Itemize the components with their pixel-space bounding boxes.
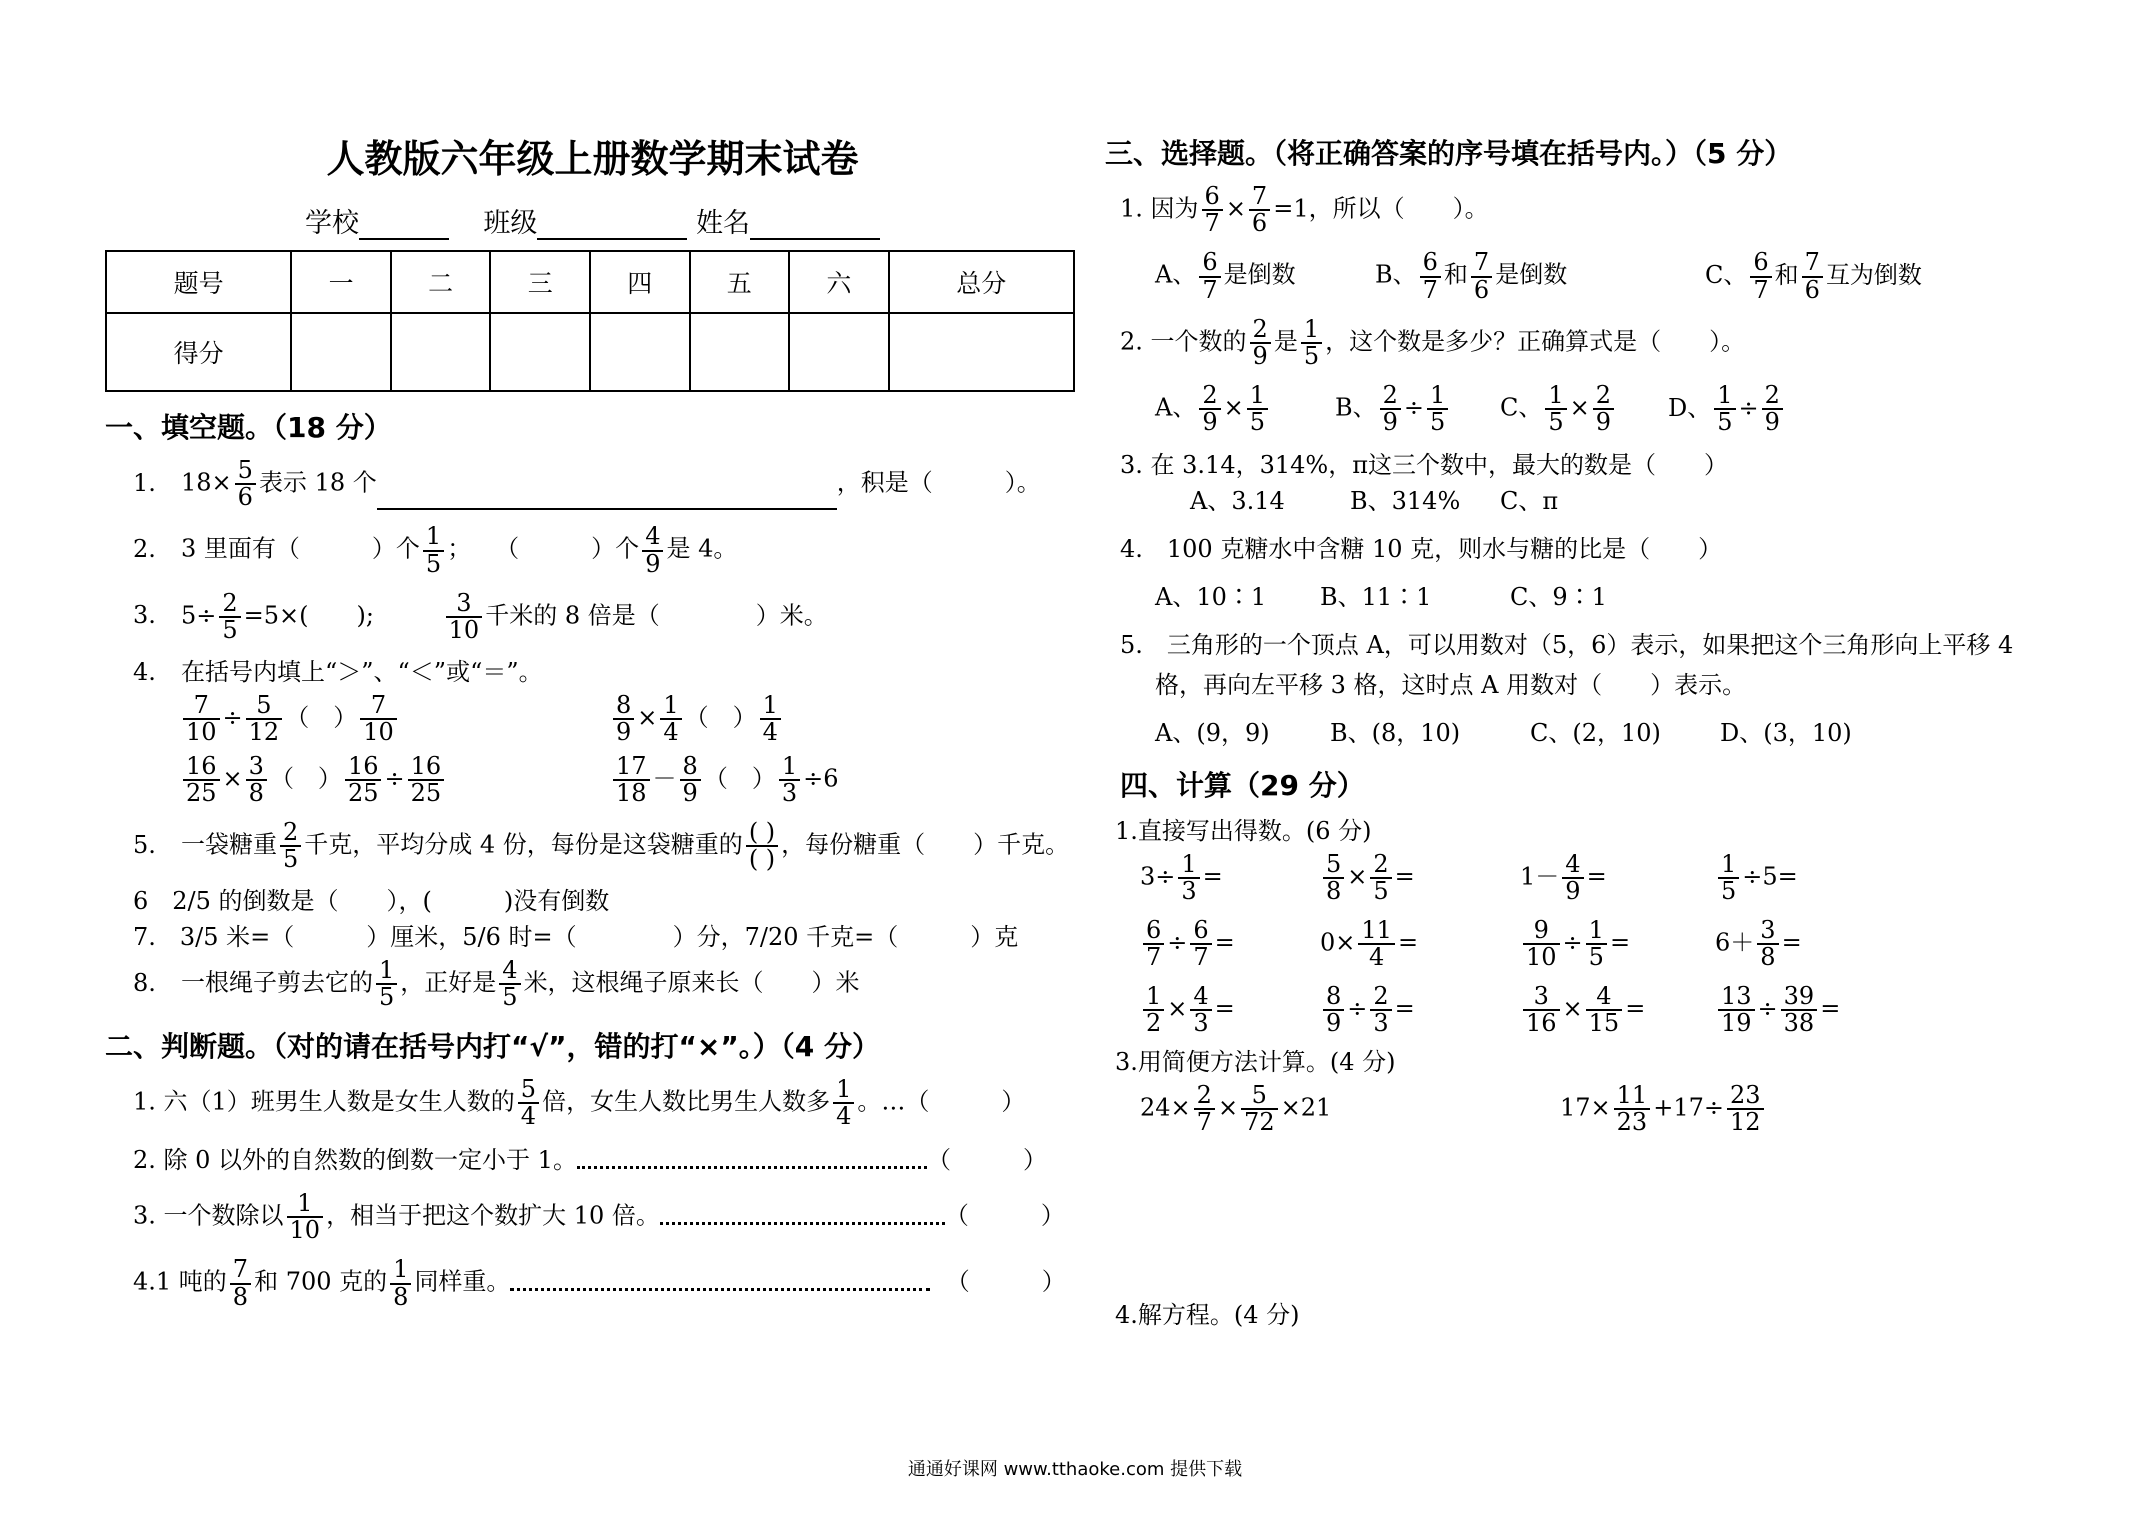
s2-question-2: 2. 除 0 以外的自然数的倒数一定小于 1。 （ ） xyxy=(133,1146,1047,1174)
fraction: $\frac{8}{9}$ xyxy=(680,754,701,806)
student-info xyxy=(105,201,1080,240)
calc-item: $\frac{8}{9}$ ÷ $\frac{2}{3}$ = xyxy=(1320,984,1520,1036)
section-4-title: 四、计算（29 分） xyxy=(1120,768,1365,802)
score-header: 一 xyxy=(291,251,391,313)
fraction: $\frac{1}{5}$ xyxy=(1545,383,1566,435)
fraction: $\frac{2}{9}$ xyxy=(1593,383,1614,435)
fraction: $\frac{6}{7}$ xyxy=(1143,918,1164,970)
option-a[interactable]: A、 $\frac{6}{7}$ 是倒数 xyxy=(1155,248,1296,304)
class-blank[interactable] xyxy=(537,212,687,240)
fraction: $\frac{2}{9}$ xyxy=(1380,383,1401,435)
fraction: $\frac{11}{23}$ xyxy=(1614,1083,1651,1135)
s3-question-4: 4. 100 克糖水中含糖 10 克，则水与糖的比是（ ） xyxy=(1120,534,1723,563)
s1-question-7: 7. 3/5 米=（ ）厘米，5/6 时=（ ）分，7/20 千克=（ ）克 xyxy=(133,923,1019,952)
fraction: $\frac{2}{9}$ xyxy=(1762,383,1783,435)
calc-item: 0× $\frac{11}{4}$ = xyxy=(1320,915,1419,972)
s4-sub4-title: 4.解方程。(4 分) xyxy=(1115,1301,1300,1329)
left-column xyxy=(105,120,1080,1324)
class-label: 班级 xyxy=(483,208,538,239)
option-d[interactable]: D、(3，10) xyxy=(1720,718,1852,747)
option-c[interactable]: C、 $\frac{6}{7}$ 和 $\frac{7}{6}$ 互为倒数 xyxy=(1705,248,1922,304)
calc-item: $\frac{3}{16}$ × $\frac{4}{15}$ = xyxy=(1520,984,1715,1036)
s1-question-3: 3. 5÷ $\frac{2}{5}$ =5×( ); $\frac{3}{10}$ 千米的 8 倍是（ ）米。 xyxy=(133,588,828,644)
s3-q3-options xyxy=(1190,486,2105,516)
fraction: $\frac{1}{5}$ xyxy=(1586,918,1607,970)
score-cell[interactable] xyxy=(590,313,690,391)
s3-question-3: 3. 在 3.14，314%，π这三个数中，最大的数是（ ） xyxy=(1120,450,1728,479)
fraction: $\frac{6}{7}$ xyxy=(1199,250,1220,302)
score-row-label: 得分 xyxy=(106,313,291,391)
option-b[interactable]: B、(8，10) xyxy=(1330,718,1461,747)
school-label: 学校 xyxy=(305,208,360,239)
score-header: 五 xyxy=(690,251,790,313)
fraction: $\frac{5}{4}$ xyxy=(518,1077,539,1129)
fraction: $\frac{1}{5}$ xyxy=(1427,383,1448,435)
score-cell[interactable] xyxy=(291,313,391,391)
calc-item: $\frac{1}{5}$ ÷5= xyxy=(1715,852,1915,904)
calc-item: 3÷ $\frac{1}{3}$ = xyxy=(1140,849,1223,905)
comparison-item: $\frac{7}{10}$ ÷ $\frac{5}{12}$ （ ） $\frac{7}{10}$ xyxy=(180,693,610,745)
option-a[interactable]: A、3.14 xyxy=(1190,486,1285,515)
fraction: $\frac{1}{5}$ xyxy=(1714,383,1735,435)
fraction: $\frac{2}{5}$ xyxy=(219,591,240,643)
fraction: $\frac{7}{6}$ xyxy=(1471,250,1492,302)
score-header: 四 xyxy=(590,251,690,313)
calc-item: $\frac{5}{8}$ × $\frac{2}{5}$ = xyxy=(1320,852,1520,904)
option-c[interactable]: C、9∶1 xyxy=(1510,582,1607,611)
fraction[interactable]: $\frac{( )}{( )}$ xyxy=(746,820,778,872)
score-header: 六 xyxy=(789,251,889,313)
fraction: $\frac{16}{25}$ xyxy=(345,754,382,806)
fraction: $\frac{1}{10}$ xyxy=(287,1191,324,1243)
fraction: $\frac{4}{3}$ xyxy=(1190,984,1211,1036)
s1-question-6: 6 2/5 的倒数是（ ），( )没有倒数 xyxy=(133,887,610,916)
comparison-grid xyxy=(180,693,1080,806)
fraction: $\frac{7}{6}$ xyxy=(1249,184,1270,236)
fraction: $\frac{16}{25}$ xyxy=(408,754,445,806)
fraction: $\frac{2}{9}$ xyxy=(1250,317,1271,369)
s2-question-3: 3. 一个数除以 $\frac{1}{10}$ ，相当于把这个数扩大 10 倍。 （ ） xyxy=(133,1189,1065,1245)
s2-question-4: 4.1 吨的 $\frac{7}{8}$ 和 700 克的 $\frac{1}{8}$ 同样重。 （ ） xyxy=(133,1255,1066,1311)
score-cell[interactable] xyxy=(490,313,590,391)
direct-calc-grid xyxy=(1140,849,2105,1038)
comparison-item: $\frac{16}{25}$ × $\frac{3}{8}$ （ ） $\frac{16}{25}$ ÷ $\frac{16}{25}$ xyxy=(180,754,610,806)
s1-question-8: 8. 一根绳子剪去它的 $\frac{1}{5}$ ，正好是 $\frac{4}{5}$ 米，这根绳子原来长（ ）米 xyxy=(133,956,860,1012)
option-b[interactable]: B、314% xyxy=(1350,486,1461,515)
fraction: $\frac{16}{25}$ xyxy=(183,754,220,806)
fraction: $\frac{3}{8}$ xyxy=(246,754,267,806)
fraction: $\frac{3}{10}$ xyxy=(446,591,483,643)
fraction: $\frac{1}{2}$ xyxy=(1143,984,1164,1036)
fraction: $\frac{1}{4}$ xyxy=(660,693,681,745)
fraction: $\frac{1}{5}$ xyxy=(1301,317,1322,369)
s3-q2-options xyxy=(1155,383,2105,435)
score-cell[interactable] xyxy=(789,313,889,391)
fraction: $\frac{2}{5}$ xyxy=(1370,852,1391,904)
fraction: $\frac{2}{3}$ xyxy=(1370,984,1391,1036)
s3-question-1: 1. 因为 $\frac{6}{7}$ × $\frac{7}{6}$ =1，所以（ ）。 xyxy=(1120,182,1489,238)
name-blank[interactable] xyxy=(750,212,880,240)
fraction: $\frac{6}{7}$ xyxy=(1420,250,1441,302)
fraction: $\frac{1}{5}$ xyxy=(1247,383,1268,435)
fraction: $\frac{8}{9}$ xyxy=(1323,984,1344,1036)
fraction: $\frac{5}{6}$ xyxy=(235,458,256,510)
fraction: $\frac{23}{12}$ xyxy=(1727,1083,1764,1135)
fraction: $\frac{1}{4}$ xyxy=(833,1077,854,1129)
fraction: $\frac{11}{4}$ xyxy=(1358,918,1395,970)
calc-item: $\frac{6}{7}$ ÷ $\frac{6}{7}$ = xyxy=(1140,918,1320,970)
score-table xyxy=(105,250,1075,392)
fraction: $\frac{9}{10}$ xyxy=(1523,918,1560,970)
fraction: $\frac{7}{10}$ xyxy=(183,693,220,745)
option-d[interactable]: D、 $\frac{1}{5}$ ÷ $\frac{2}{9}$ xyxy=(1668,394,1786,422)
fraction: $\frac{4}{15}$ xyxy=(1586,984,1623,1036)
fraction: $\frac{6}{7}$ xyxy=(1190,918,1211,970)
fraction: $\frac{13}{19}$ xyxy=(1718,984,1755,1036)
option-c[interactable]: C、 $\frac{1}{5}$ × $\frac{2}{9}$ xyxy=(1500,383,1668,435)
s1-question-5: 5. 一袋糖重 $\frac{2}{5}$ 千克，平均分成 4 份，每份是这袋糖重的 $\frac{( )}{( )}$ ，每份糖重（ ）千克。 xyxy=(133,817,1070,874)
fraction: $\frac{2}{5}$ xyxy=(280,820,301,872)
option-c[interactable]: C、(2，10) xyxy=(1530,718,1661,747)
fraction: $\frac{7}{6}$ xyxy=(1802,250,1823,302)
score-cell[interactable] xyxy=(690,313,790,391)
simplify-grid xyxy=(1140,1080,2105,1136)
fraction: $\frac{3}{16}$ xyxy=(1523,984,1560,1036)
comparison-item: $\frac{17}{18}$ － $\frac{8}{9}$ （ ） $\frac{1}{3}$ ÷6 xyxy=(610,754,1040,806)
s2-question-1: 1. 六（1）班男生人数是女生人数的 $\frac{5}{4}$ 倍，女生人数比男生人数多 $\frac{1}{4}$ 。…（ ） xyxy=(133,1074,1026,1130)
school-blank[interactable] xyxy=(359,212,449,240)
fraction: $\frac{4}{9}$ xyxy=(642,524,663,576)
right-column xyxy=(1105,120,2105,1336)
score-cell[interactable] xyxy=(391,313,491,391)
s3-question-5-cont: 格，再向左平移 3 格，这时点 A 用数对（ ）表示。 xyxy=(1155,670,1747,699)
fraction: $\frac{5}{8}$ xyxy=(1323,852,1344,904)
s3-q1-options xyxy=(1155,250,2105,302)
comparison-item: $\frac{8}{9}$ × $\frac{1}{4}$ （ ） $\frac{1}{4}$ xyxy=(610,693,1040,745)
s4-sub3-title: 3.用简便方法计算。(4 分) xyxy=(1115,1047,1396,1076)
name-label: 姓名 xyxy=(695,208,750,239)
option-c[interactable]: C、π xyxy=(1500,486,1559,515)
s3-q4-options xyxy=(1155,580,2105,614)
fraction: $\frac{2}{9}$ xyxy=(1199,383,1220,435)
score-cell[interactable] xyxy=(889,313,1074,391)
calc-item: 6＋ $\frac{3}{8}$ = xyxy=(1715,915,1802,972)
section-3-title: 三、选择题。（将正确答案的序号填在括号内。）（5 分） xyxy=(1105,137,1793,170)
option-b[interactable]: B、 $\frac{2}{9}$ ÷ $\frac{1}{5}$ xyxy=(1335,383,1500,435)
answer-line[interactable] xyxy=(377,486,837,510)
section-2-title: 二、判断题。（对的请在括号内打“√”，错的打“×”。）（4 分） xyxy=(105,1029,880,1063)
fraction: $\frac{1}{4}$ xyxy=(760,693,781,745)
fraction: $\frac{1}{3}$ xyxy=(1178,852,1199,904)
option-a[interactable]: A、 $\frac{2}{9}$ × $\frac{1}{5}$ xyxy=(1155,383,1335,435)
fraction: $\frac{5}{72}$ xyxy=(1241,1083,1278,1135)
simplify-item-2: 17× $\frac{11}{23}$ +17÷ $\frac{23}{12}$ xyxy=(1560,1083,1980,1135)
section-1-title: 一、填空题。（18 分） xyxy=(105,411,392,444)
fraction: $\frac{8}{9}$ xyxy=(613,693,634,745)
fraction: $\frac{1}{8}$ xyxy=(390,1257,411,1309)
s3-question-2: 2. 一个数的 $\frac{2}{9}$ 是 $\frac{1}{5}$ ，这个数是多少？正确算式是（ ）。 xyxy=(1120,314,1746,370)
calc-item: $\frac{1}{2}$ × $\frac{4}{3}$ = xyxy=(1140,984,1320,1036)
fraction: $\frac{5}{12}$ xyxy=(246,693,283,745)
footer: 通通好课网 www.tthaoke.com 提供下载 xyxy=(907,1459,1243,1480)
s3-question-5: 5. 三角形的一个顶点 A，可以用数对（5，6）表示，如果把这个三角形向上平移 4 xyxy=(1120,630,2014,659)
calc-item: $\frac{9}{10}$ ÷ $\frac{1}{5}$ = xyxy=(1520,918,1715,970)
option-a[interactable]: A、10∶1 xyxy=(1155,582,1267,611)
score-header: 二 xyxy=(391,251,491,313)
fraction: $\frac{1}{5}$ xyxy=(1718,852,1739,904)
fraction: $\frac{17}{18}$ xyxy=(613,754,650,806)
fraction: $\frac{6}{7}$ xyxy=(1750,250,1771,302)
fraction: $\frac{7}{10}$ xyxy=(360,693,397,745)
score-header: 总分 xyxy=(889,251,1074,313)
calc-item: $\frac{13}{19}$ ÷ $\frac{39}{38}$ = xyxy=(1715,984,1915,1036)
fraction: $\frac{7}{8}$ xyxy=(230,1257,251,1309)
option-a[interactable]: A、(9，9) xyxy=(1155,718,1270,747)
fraction: $\frac{1}{3}$ xyxy=(779,754,800,806)
fraction: $\frac{4}{5}$ xyxy=(499,958,520,1010)
s3-q5-options xyxy=(1155,716,2105,750)
option-b[interactable]: B、11∶1 xyxy=(1320,582,1432,611)
simplify-item-1: 24× $\frac{2}{7}$ × $\frac{5}{72}$ ×21 xyxy=(1140,1080,1332,1136)
score-header: 题号 xyxy=(106,251,291,313)
s1-question-2: 2. 3 里面有（ ）个 $\frac{1}{5}$ ； （ ）个 $\frac{4}{9}$ 是 4。 xyxy=(133,522,738,578)
fraction: $\frac{39}{38}$ xyxy=(1781,984,1818,1036)
page-title: 人教版六年级上册数学期末试卷 xyxy=(326,136,859,181)
fraction: $\frac{6}{7}$ xyxy=(1202,184,1223,236)
calc-item: 1－ $\frac{4}{9}$ = xyxy=(1520,849,1607,905)
s4-sub1-title: 1.直接写出得数。(6 分) xyxy=(1115,816,1372,845)
fraction: $\frac{3}{8}$ xyxy=(1757,918,1778,970)
s1-question-4: 4. 在括号内填上“＞”、“＜”或“＝”。 xyxy=(133,658,543,687)
fraction: $\frac{1}{5}$ xyxy=(376,958,397,1010)
fraction: $\frac{1}{5}$ xyxy=(423,524,444,576)
fraction: $\frac{4}{9}$ xyxy=(1562,852,1583,904)
option-b[interactable]: B、 $\frac{6}{7}$ 和 $\frac{7}{6}$ 是倒数 xyxy=(1375,248,1568,304)
fraction: $\frac{2}{7}$ xyxy=(1194,1083,1215,1135)
s1-question-1: 1. 18× $\frac{5}{6}$ 表示 18 个 ，积是（ ）。 xyxy=(133,456,1041,512)
score-header: 三 xyxy=(490,251,590,313)
